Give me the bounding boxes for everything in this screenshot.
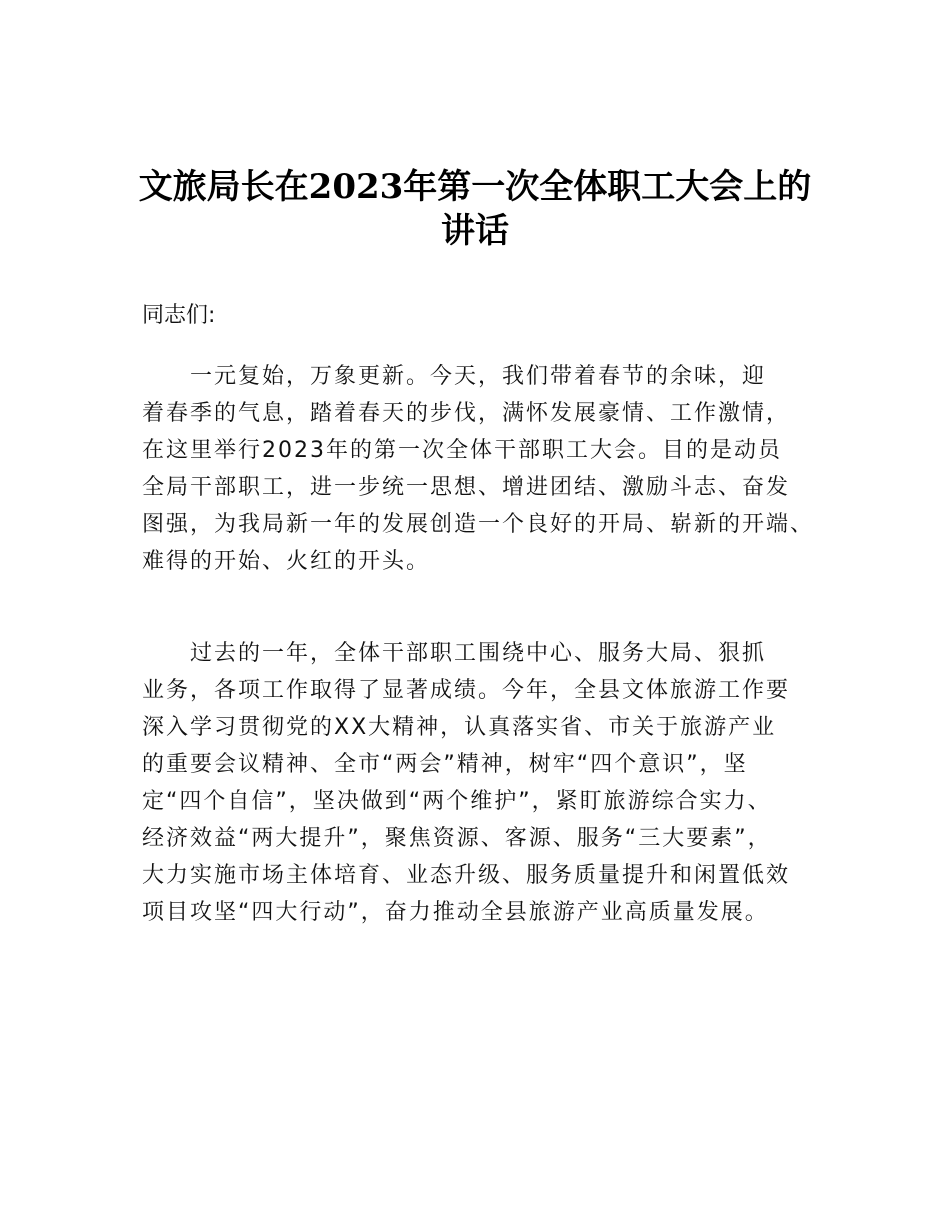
paragraph-line: 深入学习贯彻党的XX大精神，认真落实省、市关于旅游产业 [142,715,777,740]
paragraph-line: 难得的开始、火红的开头。 [142,549,431,574]
paragraph-line: 过去的一年，全体干部职工围绕中心、服务大局、狠抓 [190,641,767,666]
paragraph-line: 的重要会议精神、全市“两会”精神，树牢“四个意识”，坚 [142,752,748,777]
paragraph-line: 项目攻坚“四大行动”，奋力推动全县旅游产业高质量发展。 [142,900,769,925]
title-line-1: 文旅局长在2023年第一次全体职工大会上的 [138,167,812,207]
paragraph-line: 大力实施市场主体培育、业态升级、服务质量提升和闲置低效 [142,863,791,888]
salutation: 同志们: [142,303,216,328]
paragraph-line: 经济效益“两大提升”，聚焦资源、客源、服务“三大要素”， [142,826,772,851]
document-title [120,165,830,253]
paragraph-review [142,635,842,931]
title-line-2: 讲话 [441,211,509,251]
paragraph-line: 定“四个自信”，坚决做到“两个维护”，紧盯旅游综合实力、 [142,789,772,814]
paragraph-line: 一元复始，万象更新。今天，我们带着春节的余味，迎 [190,364,767,389]
paragraph-line: 全局干部职工，进一步统一思想、增进团结、激励斗志、奋发 [142,475,791,500]
paragraph-line: 着春季的气息，踏着春天的步伐，满怀发展豪情、工作激情， [142,401,791,426]
paragraph-line: 业务，各项工作取得了显著成绩。今年，全县文体旅游工作要 [142,678,791,703]
paragraph-opening [142,358,842,580]
paragraph-line: 图强，为我局新一年的发展创造一个良好的开局、崭新的开端、 [142,512,815,537]
paragraph-line: 在这里举行2023年的第一次全体干部职工大会。目的是动员 [142,438,782,463]
